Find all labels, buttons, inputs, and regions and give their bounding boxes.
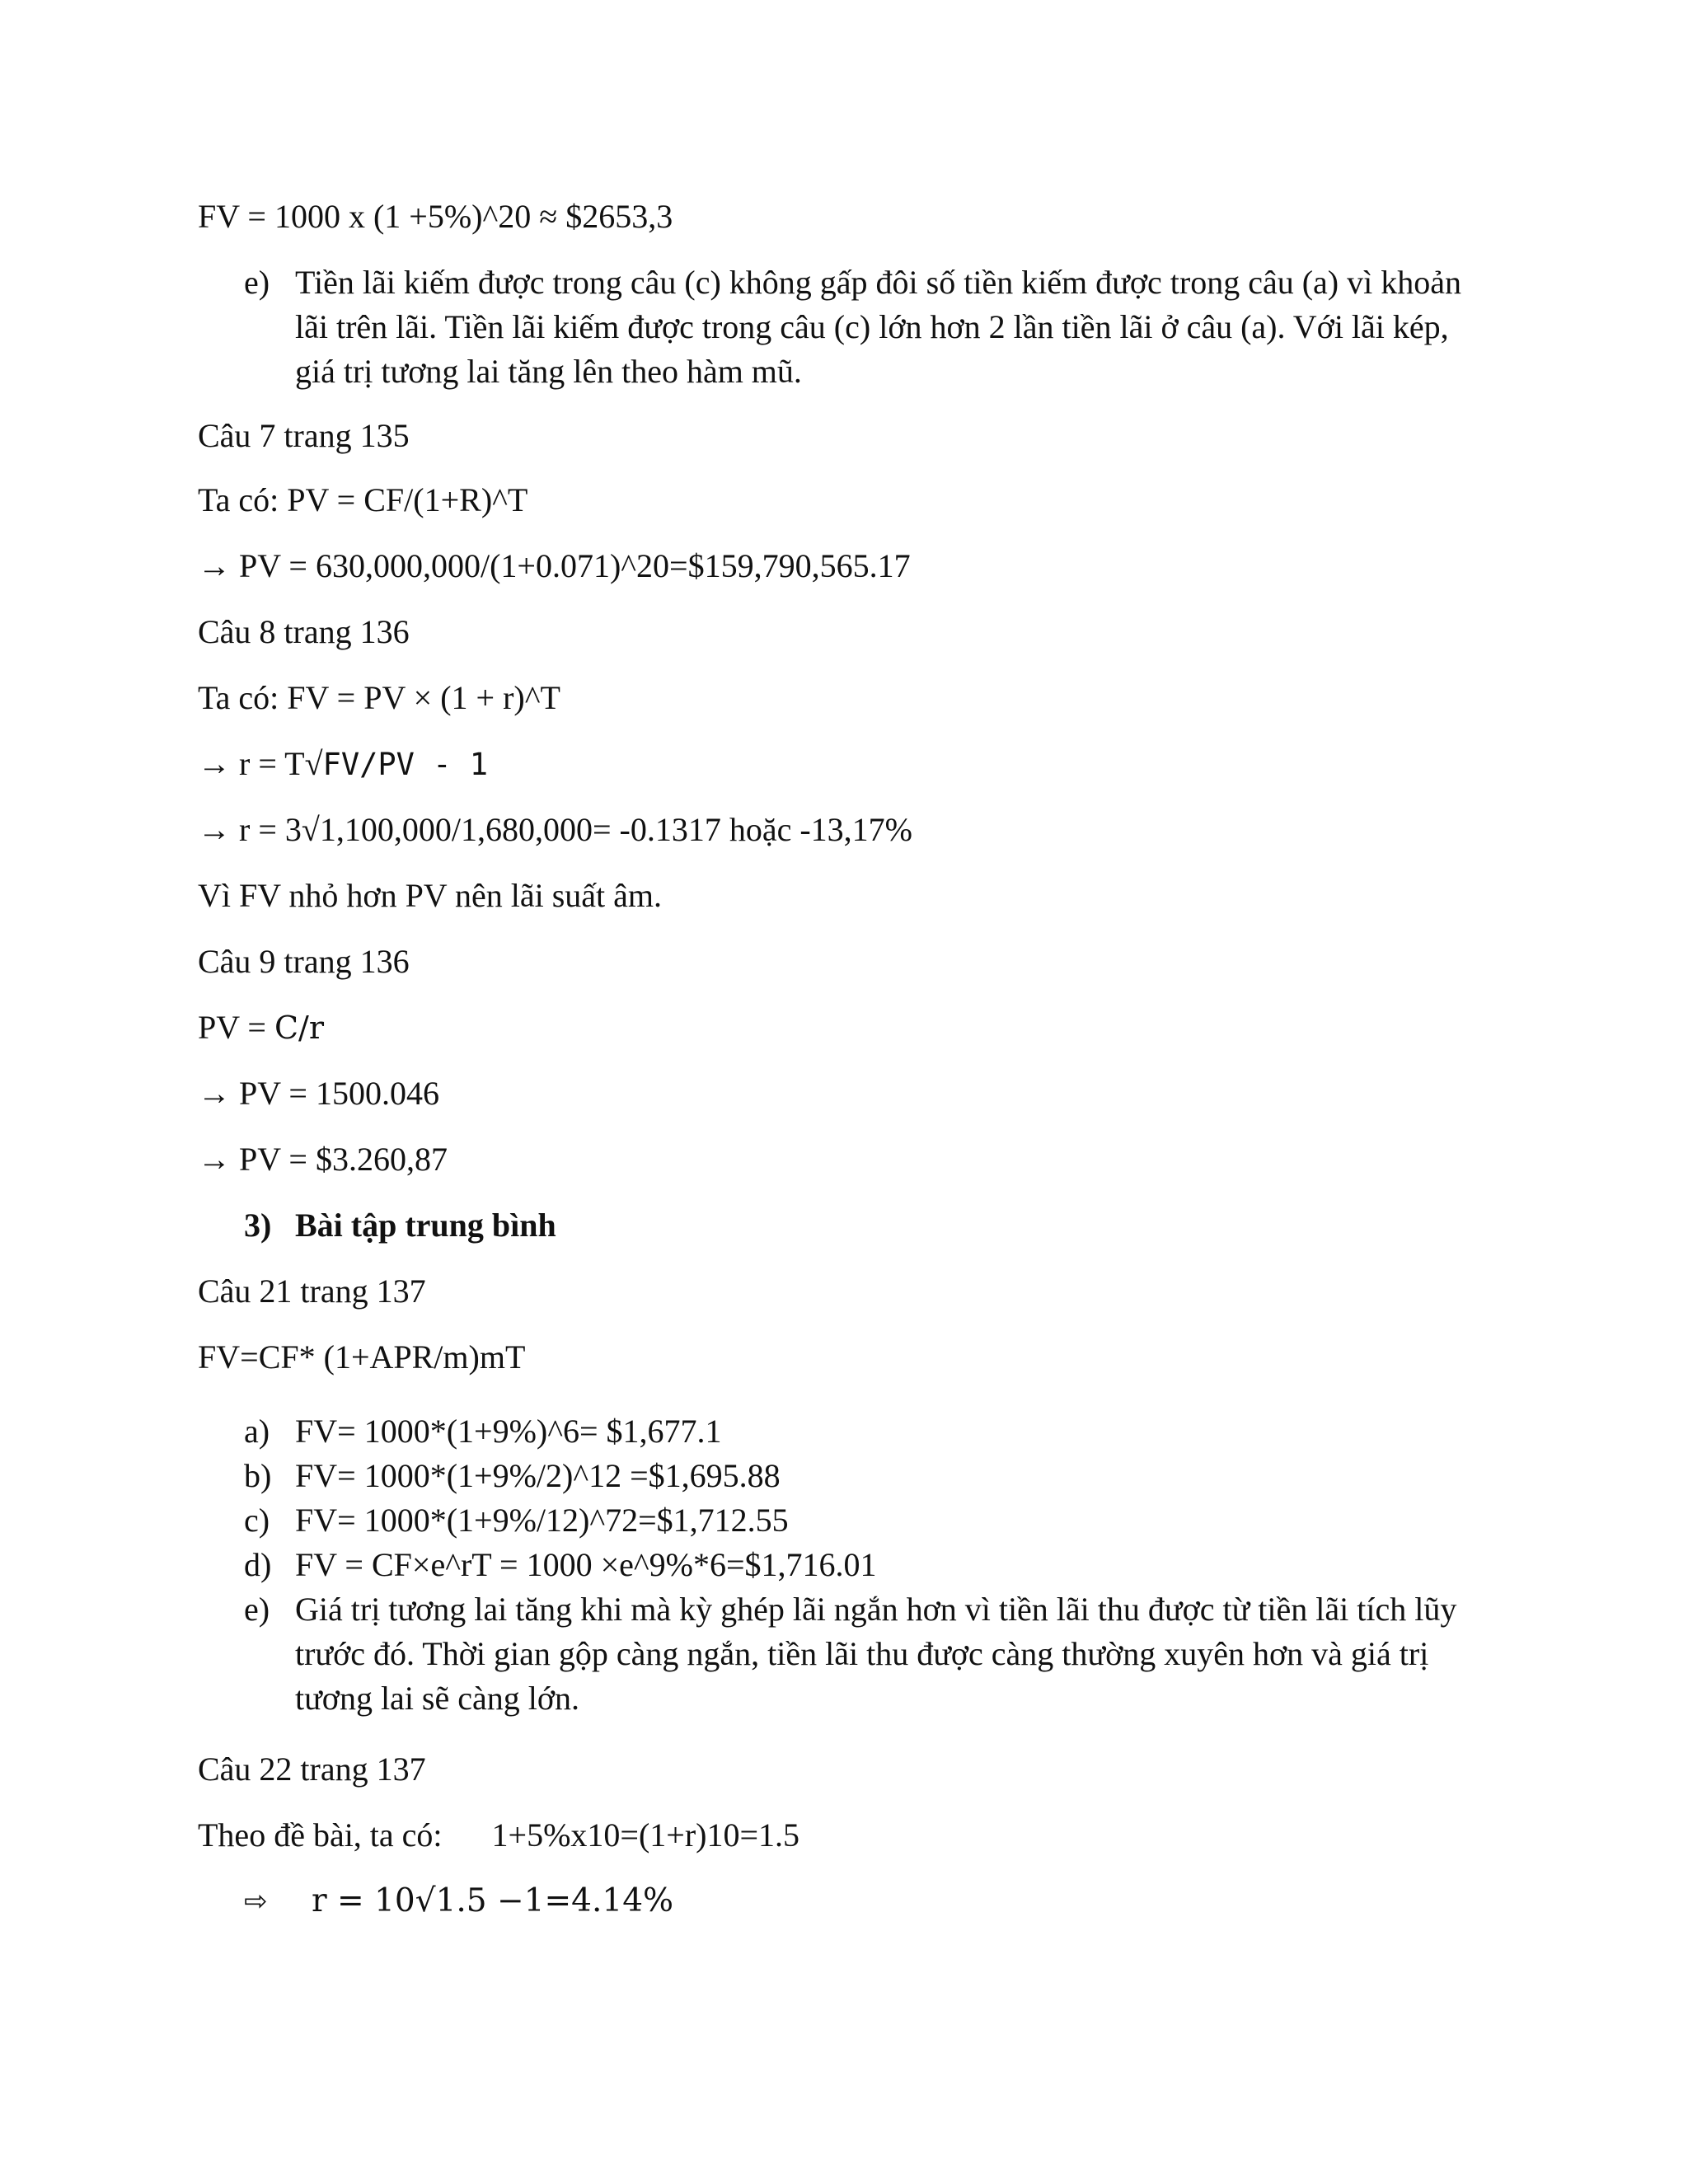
- question-21-formula: FV=CF* (1+APR/m)mT: [198, 1338, 526, 1376]
- rate-formula-math: FV/PV: [322, 747, 415, 782]
- question-22-equation: Theo đề bài, ta có: 1+5%x10=(1+r)10=1.5: [198, 1816, 800, 1854]
- list-item-text: Giá trị tương lai tăng khi mà kỳ ghép lãi ngắn hơn vì tiền lãi thu được từ tiền lãi tích lũy trước đó. Thời gian gộp càng ngắn, tiền lãi thu được càng thường xuyên hơn và giá trị tương lai sẽ càng lớn.: [295, 1591, 1457, 1717]
- rate-formula-prefix: → r = T√: [198, 745, 323, 782]
- rate-formula-suffix: - 1: [414, 747, 489, 782]
- list-item: [244, 1454, 1489, 1498]
- implies-arrow-icon: ⇨: [244, 1885, 268, 1918]
- answer-e-block: [244, 260, 1489, 394]
- question-22-result: r = 10√1.5 −1=4.14%: [312, 1882, 674, 1919]
- list-marker: c): [244, 1502, 270, 1539]
- section-marker: 3): [244, 1207, 272, 1244]
- list-item-text: FV= 1000*(1+9%/2)^12 =$1,695.88: [295, 1457, 781, 1494]
- list-item-text: Tiền lãi kiếm được trong câu (c) không gấp đôi số tiền kiếm được trong câu (a) vì khoản lãi trên lãi. Tiền lãi kiếm được trong câu (c) lớn hơn 2 lần tiền lãi ở câu (a). Với lãi kép, giá trị tương lai tăng lên theo hàm mũ.: [295, 264, 1461, 390]
- question-9-step: → PV = 1500.046: [198, 1075, 439, 1112]
- question-22-title: Câu 22 trang 137: [198, 1750, 426, 1788]
- list-item: [244, 1587, 1489, 1721]
- question-8-conclusion: Vì FV nhỏ hơn PV nên lãi suất âm.: [198, 877, 663, 914]
- question-21-title: Câu 21 trang 137: [198, 1272, 426, 1310]
- question-7-result: → PV = 630,000,000/(1+0.071)^20=$159,790,565.17: [198, 547, 911, 584]
- section-heading-item: [244, 1203, 1489, 1248]
- section-heading: [244, 1203, 1489, 1248]
- list-item-text: FV= 1000*(1+9%/12)^72=$1,712.55: [295, 1502, 789, 1539]
- fv-result-line: FV = 1000 x (1 +5%)^20 ≈ $2653,3: [198, 198, 673, 235]
- question-7-title: Câu 7 trang 135: [198, 417, 410, 454]
- list-marker: e): [244, 264, 270, 301]
- list-marker: d): [244, 1546, 272, 1583]
- list-item: [244, 260, 1489, 394]
- question-8-formula: Ta có: FV = PV × (1 + r)^T: [198, 679, 560, 716]
- question-8-rate-result: → r = 3√1,100,000/1,680,000= -0.1317 hoặc -13,17%: [198, 811, 912, 848]
- pv-formula-math: C/r: [274, 1010, 325, 1046]
- list-item: [244, 1409, 1489, 1454]
- list-marker: b): [244, 1457, 272, 1494]
- list-marker: e): [244, 1591, 270, 1628]
- question-9-formula: [198, 1005, 324, 1050]
- list-item: [244, 1543, 1489, 1587]
- question-9-title: Câu 9 trang 136: [198, 943, 410, 980]
- list-item-text: FV = CF×e^rT = 1000 ×e^9%*6=$1,716.01: [295, 1546, 877, 1583]
- question-7-formula: Ta có: PV = CF/(1+R)^T: [198, 481, 528, 518]
- list-marker: a): [244, 1413, 270, 1450]
- question-9-result: → PV = $3.260,87: [198, 1141, 448, 1178]
- section-title: Bài tập trung bình: [295, 1207, 556, 1244]
- question-8-rate-formula: [198, 742, 488, 787]
- list-item: [244, 1498, 1489, 1543]
- pv-formula-prefix: PV =: [198, 1009, 274, 1046]
- question-8-title: Câu 8 trang 136: [198, 613, 410, 650]
- question-21-answers: [244, 1409, 1489, 1721]
- list-item-text: FV= 1000*(1+9%)^6= $1,677.1: [295, 1413, 722, 1450]
